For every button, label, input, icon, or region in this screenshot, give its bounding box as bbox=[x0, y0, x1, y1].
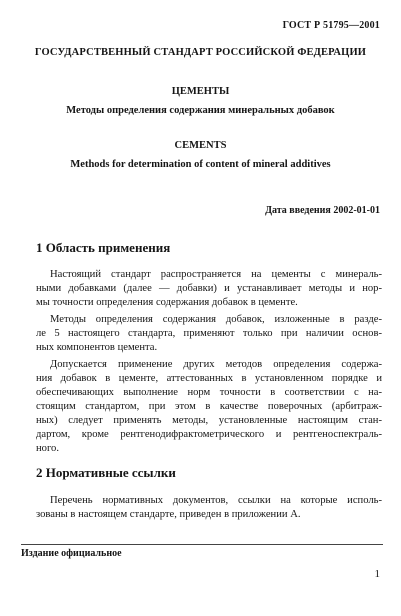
text-line: Методы определения содержания добавок, изложенные в разде- bbox=[50, 314, 382, 325]
title-en-main: CEMENTS bbox=[174, 140, 227, 151]
text-line: ного. bbox=[36, 443, 59, 454]
section-1-paragraph-1 bbox=[36, 268, 382, 310]
section-1-paragraph-3 bbox=[36, 358, 382, 456]
page-number: 1 bbox=[374, 568, 380, 580]
text-line: Перечень нормативных документов, ссылки на которые исполь- bbox=[50, 495, 382, 506]
title-ru-main: ЦЕМЕНТЫ bbox=[171, 86, 230, 97]
title-en-sub: Methods for determination of content of mineral additives bbox=[70, 159, 331, 170]
text-line: ния добавок в цементе, аттестованных в установленном порядке и bbox=[36, 373, 382, 384]
state-standard-heading: ГОСУДАРСТВЕННЫЙ СТАНДАРТ РОССИЙСКОЙ ФЕДЕРАЦИИ bbox=[34, 47, 367, 58]
section-2-heading: 2 Нормативные ссылки bbox=[36, 465, 176, 480]
text-line: Настоящий стандарт распространяется на цементы с минераль- bbox=[50, 269, 382, 280]
footer-divider bbox=[21, 544, 383, 545]
official-edition-label: Издание официальное bbox=[21, 548, 122, 559]
text-line: ных) следует применять методы, установленные настоящим стан- bbox=[36, 415, 382, 426]
text-line: дартом, кроме рентгенодифрактометрического и рентгеноспектраль- bbox=[36, 429, 382, 440]
text-line: зованы в настоящем стандарте, приведен в приложении А. bbox=[36, 509, 301, 520]
text-line: стоящим стандартом, при этом в качестве поверочных (арбитраж- bbox=[36, 401, 382, 412]
section-2-paragraph-1 bbox=[36, 494, 382, 522]
section-1-heading: 1 Область применения bbox=[36, 240, 171, 255]
text-line: Допускается применение других методов определения содержа- bbox=[50, 359, 382, 370]
introduction-date: Дата введения 2002-01-01 bbox=[265, 205, 380, 216]
section-1-paragraph-2 bbox=[36, 313, 382, 355]
text-line: ле 5 настоящего стандарта, применяют только при наличии основ- bbox=[36, 328, 382, 339]
text-line: обеспечивающих выполнение норм точности в соответствии с на- bbox=[36, 387, 382, 398]
text-line: ными добавками (далее — добавки) и устанавливает методы и нор- bbox=[36, 283, 382, 294]
title-ru-sub: Методы определения содержания минеральных добавок bbox=[66, 105, 335, 116]
standard-code: ГОСТ Р 51795—2001 bbox=[282, 20, 380, 31]
text-line: мы точности определения содержания добавок в цементе. bbox=[36, 297, 298, 308]
text-line: ных компонентов цемента. bbox=[36, 342, 158, 353]
